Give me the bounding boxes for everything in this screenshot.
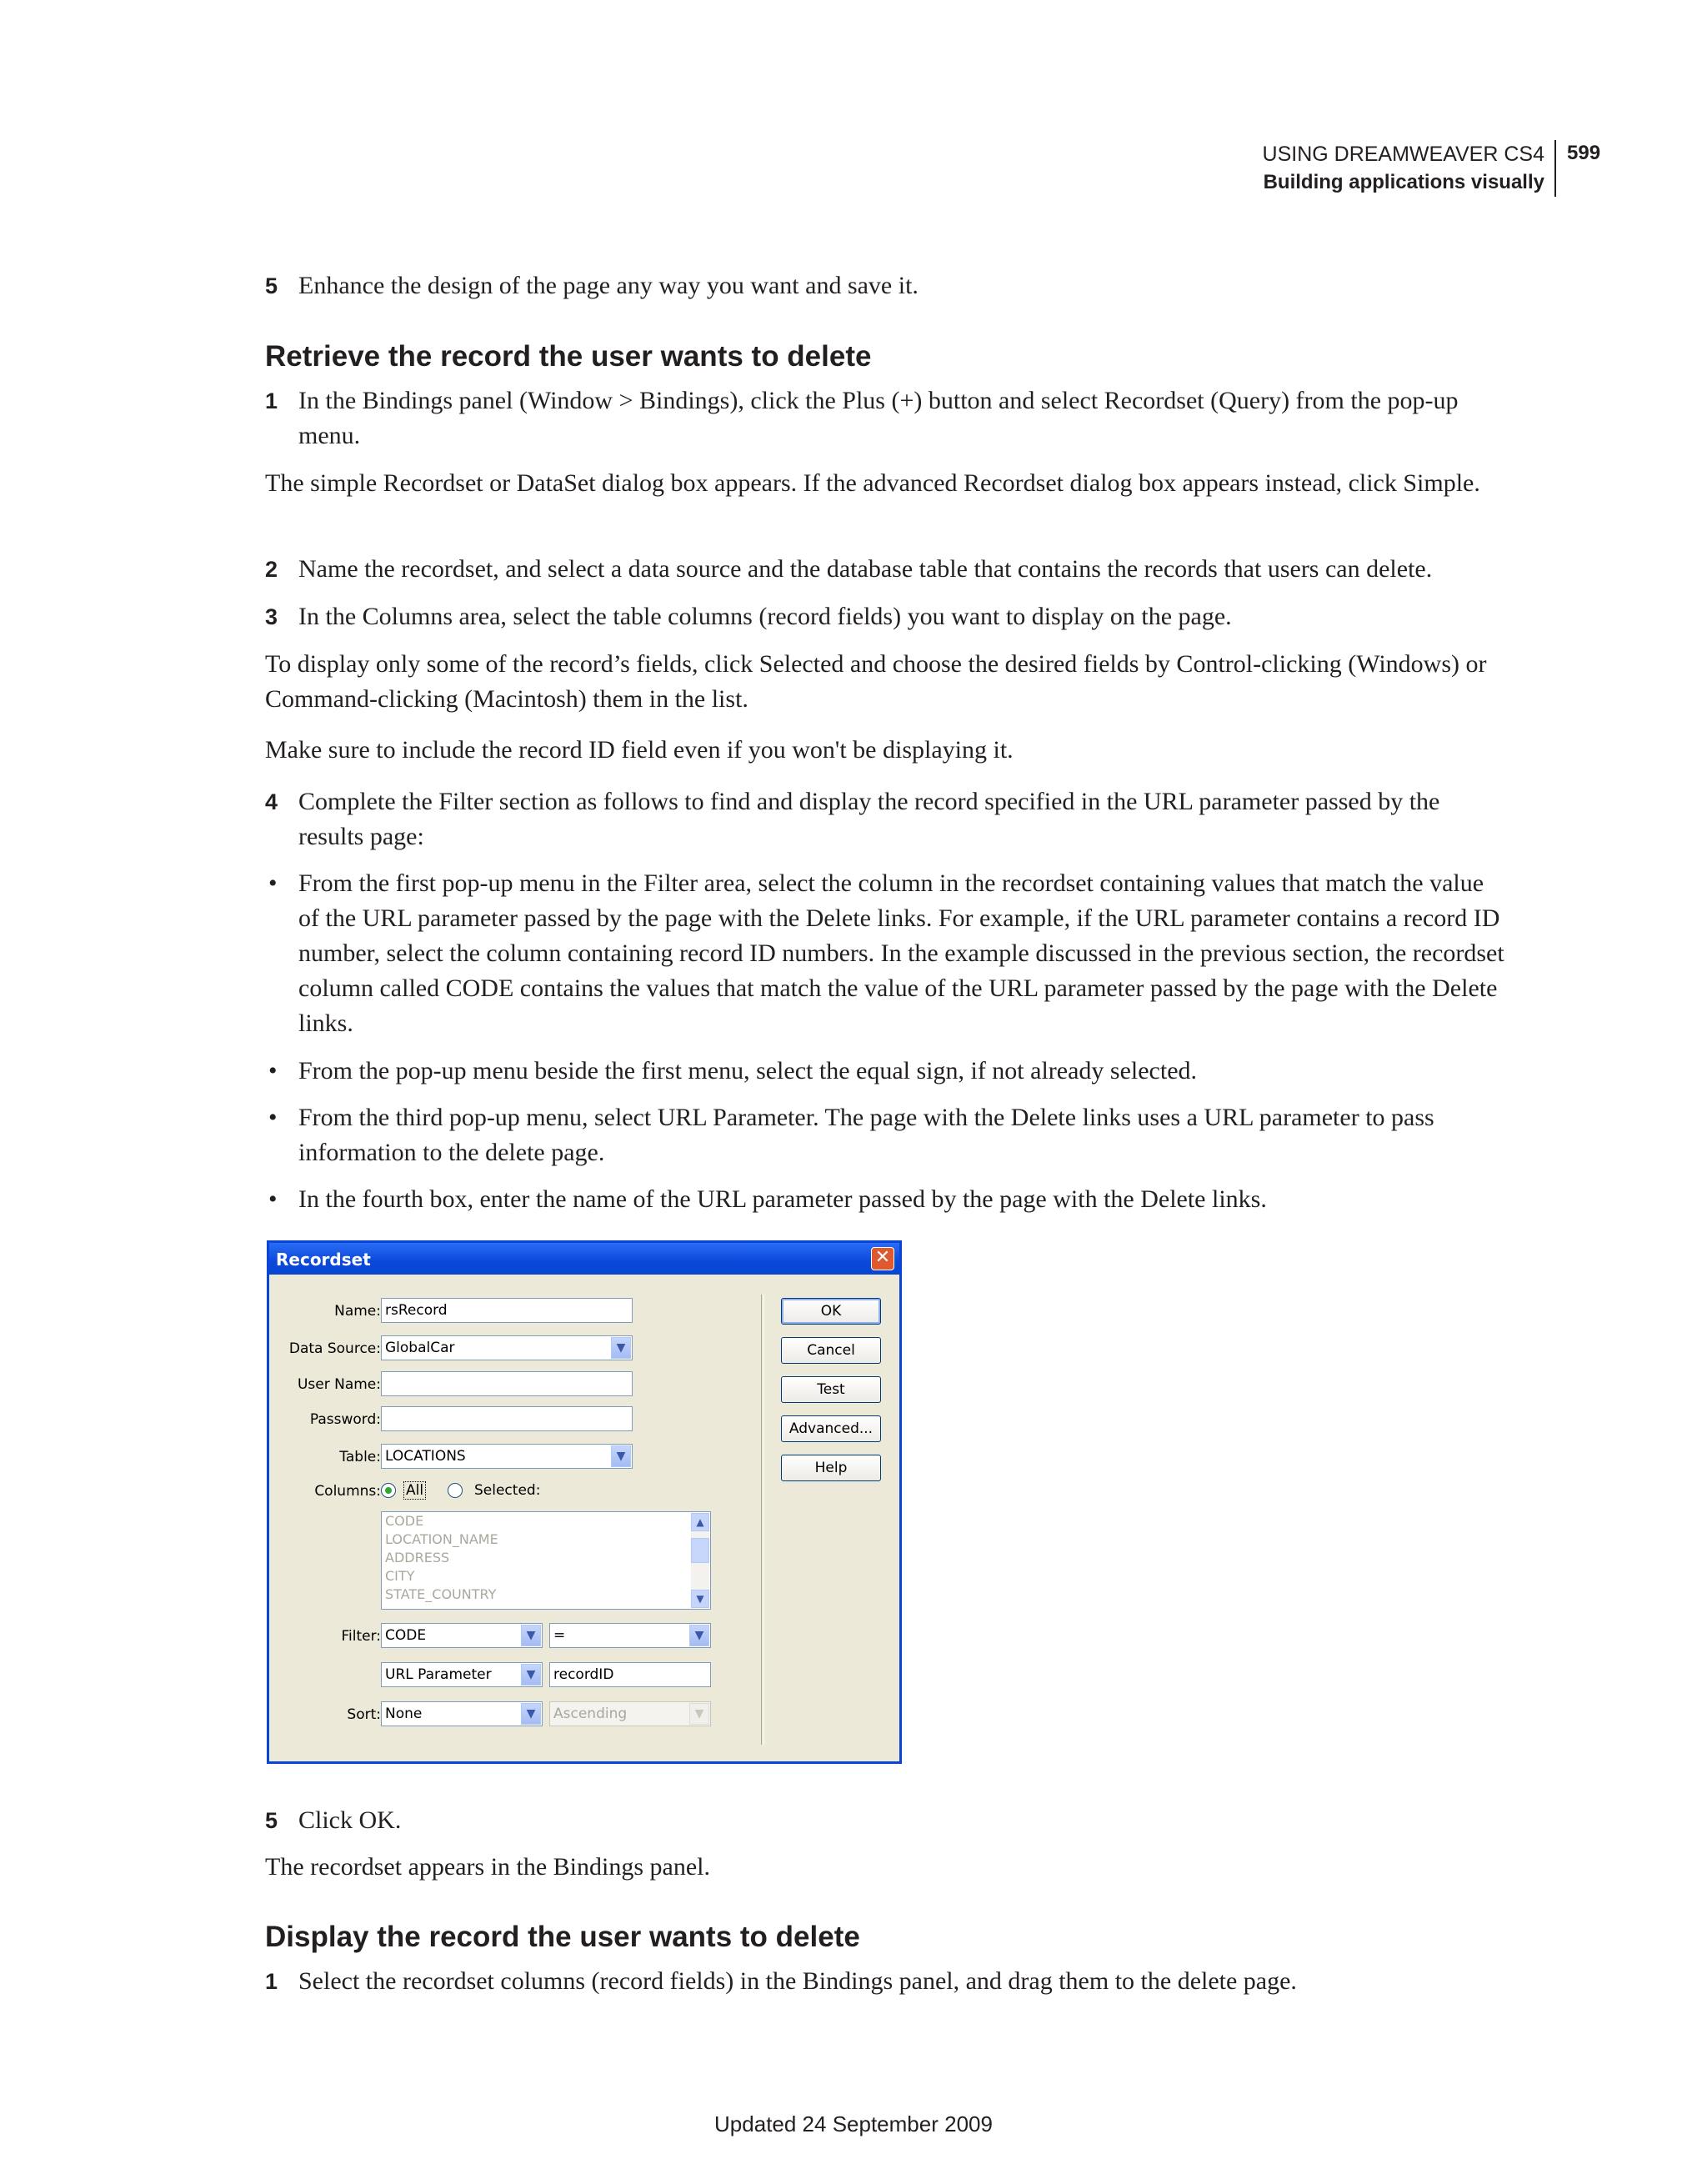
name-label: Name: bbox=[334, 1303, 381, 1320]
columns-listbox[interactable] bbox=[381, 1511, 711, 1610]
chevron-down-icon[interactable]: ▼ bbox=[611, 1445, 631, 1467]
chevron-down-icon: ▼ bbox=[689, 1703, 709, 1725]
step-1-drag-fields bbox=[265, 1964, 1507, 1999]
step-number: 2 bbox=[265, 557, 278, 582]
step-2-name bbox=[265, 552, 1507, 587]
page-number: 599 bbox=[1567, 142, 1601, 164]
columns-all-label: All bbox=[403, 1481, 426, 1500]
paragraph-recordset-appears: The recordset appears in the Bindings panel. bbox=[265, 1853, 710, 1881]
step-text: Select the recordset columns (record fields) in the Bindings panel, and drag them to the delete page. bbox=[298, 1967, 1297, 1995]
scroll-up-icon[interactable]: ▲ bbox=[691, 1513, 709, 1531]
step-text: Click OK. bbox=[298, 1806, 402, 1834]
step-3-columns bbox=[265, 599, 1507, 634]
bullet-item bbox=[265, 1100, 1507, 1170]
table-label: Table: bbox=[339, 1449, 381, 1465]
bullet-item bbox=[265, 866, 1507, 1041]
chevron-down-icon[interactable]: ▼ bbox=[689, 1625, 709, 1646]
step-number: 4 bbox=[265, 789, 278, 814]
step-text: In the Bindings panel (Window > Bindings), click the Plus (+) button and select Recordset (Query) from the pop-up menu. bbox=[298, 387, 1459, 449]
data-source-value: GlobalCar bbox=[385, 1340, 455, 1356]
data-source-label: Data Source: bbox=[288, 1340, 381, 1357]
chevron-down-icon[interactable]: ▼ bbox=[521, 1703, 541, 1725]
step-text: Complete the Filter section as follows to find and display the record specified in the URL parameter passed by the results page: bbox=[298, 788, 1440, 850]
list-item[interactable]: CITY bbox=[385, 1568, 415, 1584]
bullet-item bbox=[265, 1182, 1507, 1217]
user-name-field[interactable] bbox=[381, 1371, 633, 1396]
page-footer: Updated 24 September 2009 bbox=[714, 2111, 993, 2136]
step-5-click-ok bbox=[265, 1803, 1507, 1838]
filter-column-select[interactable] bbox=[381, 1623, 543, 1648]
columns-selected-label: Selected: bbox=[474, 1482, 541, 1499]
data-source-select[interactable] bbox=[381, 1335, 633, 1360]
sort-column-value: None bbox=[385, 1706, 423, 1722]
chapter-title: Building applications visually bbox=[1263, 171, 1544, 193]
filter-label: Filter: bbox=[341, 1628, 381, 1645]
paragraph-simple-dialog: The simple Recordset or DataSet dialog box appears. If the advanced Recordset dialog box appears instead, click Simple. bbox=[265, 469, 1480, 497]
list-item[interactable]: ADDRESS bbox=[385, 1550, 450, 1565]
filter-source-select[interactable] bbox=[381, 1662, 543, 1687]
recordset-dialog bbox=[267, 1240, 902, 1764]
bullet-text: From the first pop-up menu in the Filter area, select the column in the recordset containing values that match the value of the URL parameter passed by the page with the Delete links. For example, if the URL parameter contains a record ID number, select the column containing record ID numbers. In the example discussed in the previous section, the recordset column called CODE contains the values that match the value of the URL parameter passed by the page with the Delete links. bbox=[298, 869, 1504, 1037]
columns-all-radio[interactable] bbox=[381, 1483, 396, 1498]
chevron-down-icon[interactable]: ▼ bbox=[611, 1337, 631, 1359]
password-field[interactable] bbox=[381, 1406, 633, 1431]
step-text: In the Columns area, select the table columns (record fields) you want to display on the page. bbox=[298, 603, 1232, 630]
sort-column-select[interactable] bbox=[381, 1701, 543, 1726]
step-5-enhance bbox=[265, 268, 1507, 303]
bullet-marker: • bbox=[268, 1057, 278, 1084]
bullet-text: From the third pop-up menu, select URL Parameter. The page with the Delete links uses a URL parameter to pass information to the delete page. bbox=[298, 1104, 1434, 1166]
filter-operator-value: = bbox=[553, 1627, 566, 1644]
name-field[interactable]: rsRecord bbox=[381, 1298, 633, 1323]
step-4-filter bbox=[265, 784, 1507, 854]
filter-source-value: URL Parameter bbox=[385, 1666, 492, 1683]
listbox-scrollbar[interactable] bbox=[691, 1513, 709, 1608]
chevron-down-icon[interactable]: ▼ bbox=[521, 1664, 541, 1686]
table-select[interactable] bbox=[381, 1444, 633, 1469]
section-heading-retrieve: Retrieve the record the user wants to delete bbox=[265, 340, 872, 373]
step-text: Name the recordset, and select a data source and the database table that contains the records that users can delete. bbox=[298, 555, 1433, 583]
password-label: Password: bbox=[309, 1411, 381, 1428]
filter-value-field[interactable]: recordID bbox=[549, 1662, 711, 1687]
bullet-item bbox=[265, 1054, 1507, 1089]
radio-selected-dot bbox=[385, 1487, 392, 1494]
bullet-marker: • bbox=[268, 1185, 278, 1213]
table-value: LOCATIONS bbox=[385, 1448, 466, 1465]
step-text: Enhance the design of the page any way you want and save it. bbox=[298, 272, 919, 299]
dialog-title: Recordset bbox=[276, 1250, 371, 1270]
scroll-down-icon[interactable]: ▼ bbox=[691, 1590, 709, 1608]
close-icon[interactable]: ✕ bbox=[871, 1247, 894, 1270]
user-name-label: User Name: bbox=[297, 1376, 381, 1393]
test-button[interactable]: Test bbox=[781, 1376, 881, 1403]
step-1-bindings bbox=[265, 383, 1507, 453]
paragraph-selected-fields: To display only some of the record’s fields, click Selected and choose the desired fields by Control-clicking (Windows) or Command-clicking (Macintosh) them in the list. bbox=[265, 650, 1487, 713]
advanced-button[interactable]: Advanced... bbox=[781, 1415, 881, 1442]
list-item[interactable]: CODE bbox=[385, 1513, 424, 1529]
scroll-thumb[interactable] bbox=[691, 1538, 709, 1563]
step-number: 1 bbox=[265, 1969, 278, 1994]
step-number: 5 bbox=[265, 1808, 278, 1833]
ok-button[interactable]: OK bbox=[781, 1298, 881, 1325]
sort-order-value: Ascending bbox=[553, 1706, 628, 1722]
step-number: 5 bbox=[265, 273, 278, 298]
columns-label: Columns: bbox=[314, 1483, 381, 1500]
book-title: USING DREAMWEAVER CS4 bbox=[1262, 143, 1544, 166]
bullet-text: From the pop-up menu beside the first menu, select the equal sign, if not already selected. bbox=[298, 1057, 1198, 1084]
step-number: 1 bbox=[265, 388, 278, 413]
filter-operator-select[interactable] bbox=[549, 1623, 711, 1648]
step-number: 3 bbox=[265, 604, 278, 629]
bullet-text: In the fourth box, enter the name of the URL parameter passed by the page with the Delete links. bbox=[298, 1185, 1267, 1213]
list-item[interactable]: LOCATION_NAME bbox=[385, 1531, 498, 1547]
paragraph-record-id: Make sure to include the record ID field even if you won't be displaying it. bbox=[265, 736, 1014, 764]
sort-label: Sort: bbox=[347, 1706, 381, 1723]
chevron-down-icon[interactable]: ▼ bbox=[521, 1625, 541, 1646]
running-header bbox=[1263, 140, 1556, 197]
sort-order-select bbox=[549, 1701, 711, 1726]
bullet-marker: • bbox=[268, 869, 278, 897]
help-button[interactable]: Help bbox=[781, 1455, 881, 1481]
cancel-button[interactable]: Cancel bbox=[781, 1337, 881, 1364]
divider bbox=[761, 1295, 764, 1745]
filter-column-value: CODE bbox=[385, 1627, 427, 1644]
list-item[interactable]: STATE_COUNTRY bbox=[385, 1586, 497, 1602]
bullet-marker: • bbox=[268, 1104, 278, 1131]
section-heading-display: Display the record the user wants to delete bbox=[265, 1921, 860, 1953]
columns-selected-radio[interactable] bbox=[448, 1483, 463, 1498]
dialog-titlebar bbox=[269, 1243, 899, 1275]
